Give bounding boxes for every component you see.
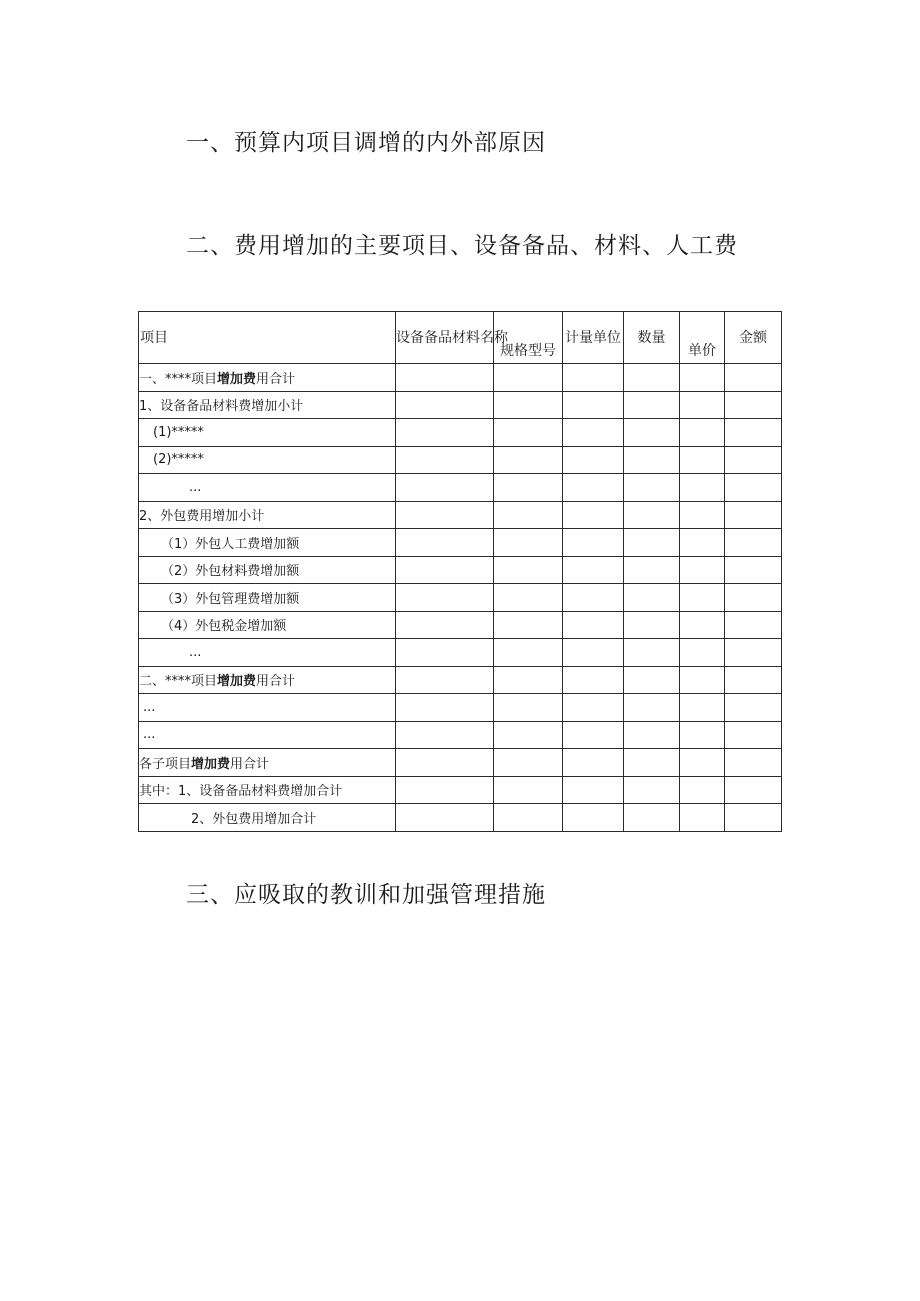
cell xyxy=(563,391,624,419)
cell xyxy=(563,474,624,502)
cell xyxy=(680,529,725,557)
cell xyxy=(494,364,563,392)
table-row xyxy=(139,529,782,557)
cell xyxy=(563,721,624,749)
table-row xyxy=(139,639,782,667)
cell xyxy=(725,694,782,722)
cell xyxy=(396,501,494,529)
cost-increase-table xyxy=(138,311,782,832)
cell xyxy=(396,776,494,804)
row-label: 一、****项目增加费用合计 xyxy=(139,364,396,392)
cell xyxy=(624,419,680,447)
table-row xyxy=(139,584,782,612)
table-row xyxy=(139,364,782,392)
cell xyxy=(396,419,494,447)
cell xyxy=(494,419,563,447)
cell xyxy=(680,474,725,502)
row-label: （1）外包人工费增加额 xyxy=(139,529,396,557)
cell xyxy=(396,694,494,722)
row-label: （4）外包税金增加额 xyxy=(139,611,396,639)
heading-lessons-and-measures: 三、应吸取的教训和加强管理措施 xyxy=(186,882,546,908)
cell xyxy=(725,804,782,832)
cell xyxy=(396,639,494,667)
cell xyxy=(725,364,782,392)
table-row xyxy=(139,804,782,832)
cell xyxy=(494,804,563,832)
cell xyxy=(494,501,563,529)
cell xyxy=(624,804,680,832)
cell xyxy=(494,639,563,667)
cell xyxy=(680,391,725,419)
cell xyxy=(680,804,725,832)
cell xyxy=(725,391,782,419)
cell xyxy=(624,666,680,694)
row-label: 2、外包费用增加合计 xyxy=(139,804,396,832)
cell xyxy=(725,584,782,612)
table-row xyxy=(139,446,782,474)
cell xyxy=(563,556,624,584)
cell xyxy=(680,611,725,639)
header-unit: 计量单位 xyxy=(563,312,624,364)
cell xyxy=(680,419,725,447)
cell xyxy=(396,556,494,584)
cell xyxy=(680,776,725,804)
header-material-name: 设备备品材料名称 xyxy=(396,312,494,364)
cell xyxy=(624,639,680,667)
cell xyxy=(725,721,782,749)
cell xyxy=(494,474,563,502)
cell xyxy=(680,721,725,749)
row-label: 2、外包费用增加小计 xyxy=(139,501,396,529)
row-label: ... xyxy=(139,721,396,749)
row-label: （2）外包材料费增加额 xyxy=(139,556,396,584)
table-row xyxy=(139,419,782,447)
cell xyxy=(563,804,624,832)
cell xyxy=(396,364,494,392)
table-row xyxy=(139,391,782,419)
table-row xyxy=(139,611,782,639)
cell xyxy=(680,501,725,529)
cell xyxy=(624,391,680,419)
row-label: (2)***** xyxy=(139,446,396,474)
cell xyxy=(680,694,725,722)
cell xyxy=(494,749,563,777)
cell xyxy=(396,666,494,694)
cell xyxy=(563,501,624,529)
cell xyxy=(494,721,563,749)
cell xyxy=(725,639,782,667)
row-label: (1)***** xyxy=(139,419,396,447)
cell xyxy=(725,556,782,584)
table-row xyxy=(139,666,782,694)
cell xyxy=(624,446,680,474)
cell xyxy=(624,501,680,529)
cell xyxy=(396,446,494,474)
table-row xyxy=(139,749,782,777)
cell xyxy=(680,584,725,612)
cell xyxy=(680,749,725,777)
cell xyxy=(396,749,494,777)
cell xyxy=(725,776,782,804)
cell xyxy=(725,666,782,694)
heading-budget-increase-reasons: 一、预算内项目调增的内外部原因 xyxy=(186,130,546,156)
cell xyxy=(396,391,494,419)
cell xyxy=(494,666,563,694)
row-label: （3）外包管理费增加额 xyxy=(139,584,396,612)
cell xyxy=(624,556,680,584)
cell xyxy=(494,556,563,584)
cell xyxy=(624,694,680,722)
cell xyxy=(563,446,624,474)
row-label: ... xyxy=(139,474,396,502)
cell xyxy=(725,501,782,529)
cell xyxy=(494,776,563,804)
cell xyxy=(680,556,725,584)
cell xyxy=(624,776,680,804)
cell xyxy=(624,584,680,612)
cell xyxy=(725,474,782,502)
cell xyxy=(563,584,624,612)
cell xyxy=(494,584,563,612)
cell xyxy=(624,474,680,502)
cell xyxy=(563,776,624,804)
header-price: 单价 xyxy=(680,312,725,364)
cell xyxy=(396,611,494,639)
cell xyxy=(725,749,782,777)
heading-cost-increase-items: 二、费用增加的主要项目、设备备品、材料、人工费 xyxy=(186,233,738,259)
cell xyxy=(563,611,624,639)
header-amount: 金额 xyxy=(725,312,782,364)
cell xyxy=(563,666,624,694)
table-row xyxy=(139,721,782,749)
row-label: 各子项目增加费用合计 xyxy=(139,749,396,777)
cell xyxy=(624,749,680,777)
row-label: 二、****项目增加费用合计 xyxy=(139,666,396,694)
table-row xyxy=(139,556,782,584)
cell xyxy=(396,529,494,557)
cell xyxy=(396,584,494,612)
cell xyxy=(624,611,680,639)
cell xyxy=(725,419,782,447)
cell xyxy=(680,666,725,694)
cell xyxy=(494,391,563,419)
cell xyxy=(680,364,725,392)
cell xyxy=(563,419,624,447)
cell xyxy=(680,639,725,667)
cell xyxy=(396,721,494,749)
header-quantity: 数量 xyxy=(624,312,680,364)
cell xyxy=(624,721,680,749)
cell xyxy=(494,446,563,474)
cell xyxy=(680,446,725,474)
cell xyxy=(563,694,624,722)
header-item: 项目 xyxy=(139,312,396,364)
cell xyxy=(494,611,563,639)
cell xyxy=(563,529,624,557)
cell xyxy=(396,474,494,502)
cell xyxy=(624,364,680,392)
cell xyxy=(725,529,782,557)
cell xyxy=(563,749,624,777)
table-row xyxy=(139,694,782,722)
table-row xyxy=(139,474,782,502)
table-row xyxy=(139,776,782,804)
cell xyxy=(396,804,494,832)
cell xyxy=(563,639,624,667)
cell xyxy=(725,446,782,474)
cell xyxy=(563,364,624,392)
cell xyxy=(494,694,563,722)
row-label: 其中：1、设备备品材料费增加合计 xyxy=(139,776,396,804)
cell xyxy=(624,529,680,557)
row-label: ... xyxy=(139,694,396,722)
cell xyxy=(725,611,782,639)
row-label: 1、设备备品材料费增加小计 xyxy=(139,391,396,419)
table-row xyxy=(139,501,782,529)
table-header-row xyxy=(139,312,782,364)
cell xyxy=(494,529,563,557)
header-spec: 规格型号 xyxy=(494,312,563,364)
row-label: ... xyxy=(139,639,396,667)
